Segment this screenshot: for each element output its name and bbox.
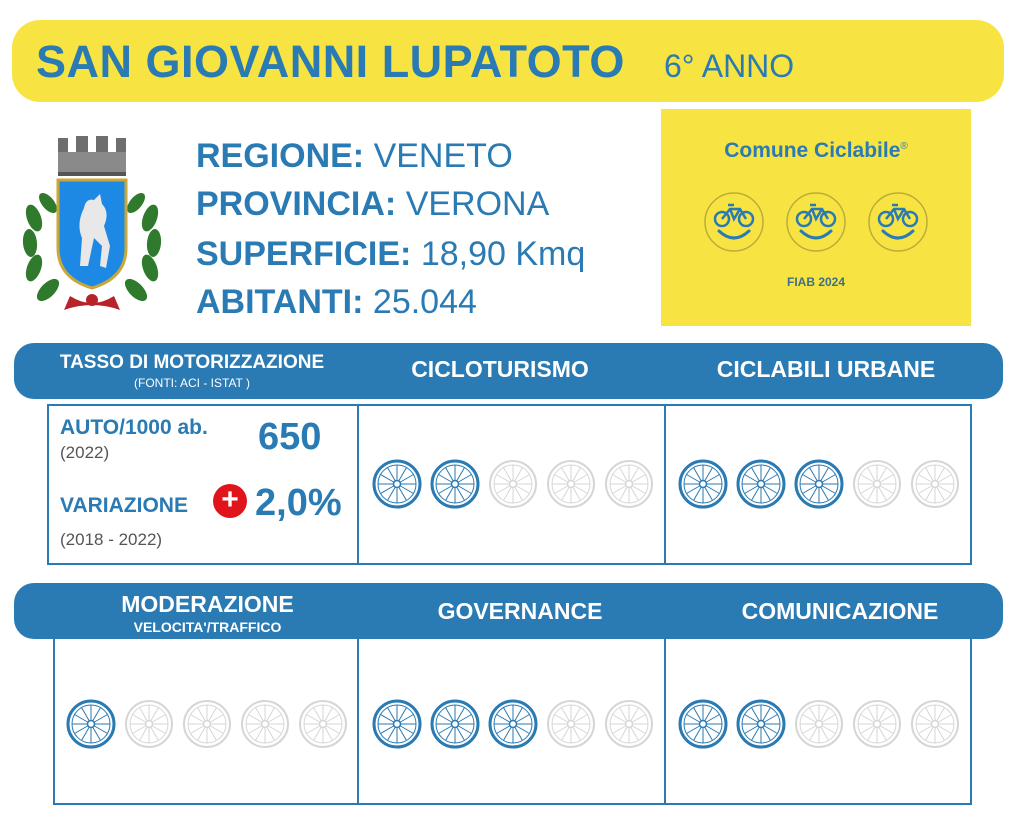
info-regione	[196, 136, 513, 176]
moderazione-subtitle: VELOCITA'/TRAFFICO	[133, 619, 282, 635]
info-abitanti	[196, 282, 477, 322]
wheel-empty-icon	[545, 698, 597, 750]
badge-title	[661, 139, 971, 163]
badge-title-text: Comune Ciclabile	[724, 139, 901, 162]
wheel-empty-icon	[545, 458, 597, 510]
bike-smile-icon	[703, 191, 765, 253]
provincia-label: PROVINCIA:	[196, 185, 397, 223]
comunicazione-title: COMUNICAZIONE	[741, 598, 939, 624]
wheel-filled-icon	[677, 458, 729, 510]
coat-of-arms-icon	[20, 128, 164, 318]
badge-footer: FIAB 2024	[786, 275, 846, 289]
ciclabili-urbane-title: CICLABILI URBANE	[716, 356, 936, 382]
moderazione-rating	[65, 698, 349, 750]
bike-smile-icon	[785, 191, 847, 253]
moderazione-title: MODERAZIONE	[121, 591, 294, 617]
cicloturismo-title: CICLOTURISMO	[411, 356, 589, 382]
variazione-period: (2018 - 2022)	[60, 530, 163, 549]
wheel-empty-icon	[793, 698, 845, 750]
wheel-filled-icon	[735, 698, 787, 750]
regione-label: REGIONE:	[196, 137, 365, 175]
wheel-filled-icon	[677, 698, 729, 750]
motorizzazione-title: TASSO DI MOTORIZZAZIONE	[59, 352, 325, 373]
variazione-label: VARIAZIONE	[60, 494, 188, 517]
wheel-filled-icon	[487, 698, 539, 750]
wheel-empty-icon	[909, 698, 961, 750]
regione-value: VENETO	[373, 137, 513, 175]
provincia-value: VERONA	[405, 185, 550, 223]
wheel-filled-icon	[429, 698, 481, 750]
governance-title: GOVERNANCE	[437, 598, 603, 624]
wheel-empty-icon	[851, 458, 903, 510]
cicloturismo-rating	[371, 458, 655, 510]
variazione-value: 2,0%	[255, 482, 342, 524]
wheel-empty-icon	[603, 698, 655, 750]
info-provincia	[196, 184, 549, 224]
edition-year: 6° ANNO	[664, 48, 795, 84]
city-name: SAN GIOVANNI LUPATOTO	[36, 36, 625, 87]
comunicazione-rating	[677, 698, 961, 750]
superficie-label: SUPERFICIE:	[196, 235, 412, 273]
wheel-filled-icon	[429, 458, 481, 510]
wheel-filled-icon	[65, 698, 117, 750]
auto-year: (2022)	[60, 443, 110, 462]
wheel-empty-icon	[603, 458, 655, 510]
abitanti-value: 25.044	[372, 283, 477, 321]
wheel-filled-icon	[371, 458, 423, 510]
wheel-empty-icon	[181, 698, 233, 750]
governance-rating	[371, 698, 655, 750]
wheel-empty-icon	[851, 698, 903, 750]
wheel-empty-icon	[239, 698, 291, 750]
abitanti-label: ABITANTI:	[196, 283, 364, 321]
wheel-empty-icon	[487, 458, 539, 510]
auto-label: AUTO/1000 ab.	[60, 416, 208, 439]
plus-icon: +	[213, 484, 247, 518]
badge-registered-mark: ®	[900, 141, 908, 152]
bike-smile-icon	[867, 191, 929, 253]
wheel-filled-icon	[371, 698, 423, 750]
comune-ciclabile-badge	[661, 109, 971, 326]
wheel-empty-icon	[909, 458, 961, 510]
motorizzazione-sources: (FONTI: ACI - ISTAT )	[134, 376, 250, 390]
wheel-empty-icon	[297, 698, 349, 750]
auto-value: 650	[258, 416, 322, 458]
wheel-empty-icon	[123, 698, 175, 750]
wheel-filled-icon	[735, 458, 787, 510]
wheel-filled-icon	[793, 458, 845, 510]
ciclabili-urbane-rating	[677, 458, 961, 510]
info-superficie	[196, 234, 585, 274]
superficie-value: 18,90 Kmq	[420, 235, 586, 273]
